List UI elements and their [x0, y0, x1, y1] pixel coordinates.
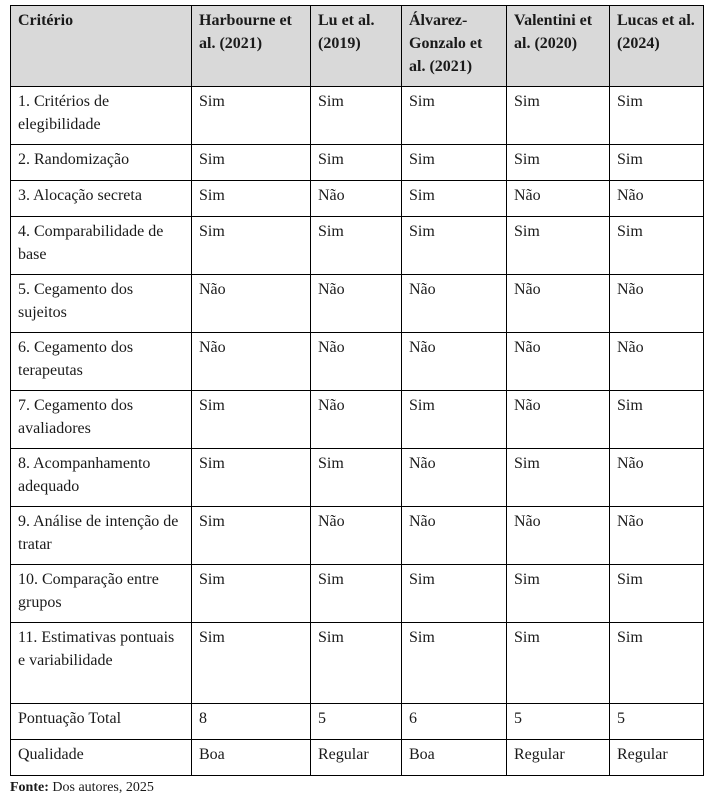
cell-valentini-2020: Não [507, 181, 610, 217]
cell-lucas-2024: Não [610, 333, 704, 391]
cell-alvarez-gonzalo-2021: Não [402, 449, 507, 507]
cell-valentini-2020: Não [507, 507, 610, 565]
table-header-row [11, 6, 704, 87]
cell-criterion: Pontuação Total [11, 704, 192, 740]
cell-alvarez-gonzalo-2021: Sim [402, 217, 507, 275]
pedro-quality-table [10, 5, 704, 776]
cell-alvarez-gonzalo-2021: Sim [402, 181, 507, 217]
cell-lu-2019: Não [311, 181, 402, 217]
cell-harbourne-2021: Sim [192, 87, 311, 145]
cell-lu-2019: Não [311, 333, 402, 391]
header-lu-2019: Lu et al. (2019) [311, 6, 402, 87]
table-row [11, 704, 704, 740]
table-row [11, 145, 704, 181]
cell-harbourne-2021: Sim [192, 623, 311, 704]
cell-valentini-2020: Sim [507, 565, 610, 623]
cell-harbourne-2021: Sim [192, 391, 311, 449]
cell-alvarez-gonzalo-2021: Sim [402, 391, 507, 449]
cell-lu-2019: Sim [311, 449, 402, 507]
cell-criterion: 9. Análise de intenção de tratar [11, 507, 192, 565]
cell-alvarez-gonzalo-2021: 6 [402, 704, 507, 740]
cell-valentini-2020: Não [507, 275, 610, 333]
cell-lu-2019: 5 [311, 704, 402, 740]
cell-lu-2019: Sim [311, 87, 402, 145]
cell-lu-2019: Sim [311, 217, 402, 275]
cell-criterion: 10. Comparação entre grupos [11, 565, 192, 623]
header-harbourne-2021: Harbourne et al. (2021) [192, 6, 311, 87]
cell-valentini-2020: Sim [507, 145, 610, 181]
cell-lucas-2024: Sim [610, 87, 704, 145]
cell-harbourne-2021: 8 [192, 704, 311, 740]
cell-lucas-2024: Não [610, 507, 704, 565]
source-text: Dos autores, 2025 [48, 780, 154, 795]
cell-valentini-2020: Sim [507, 449, 610, 507]
cell-harbourne-2021: Sim [192, 565, 311, 623]
cell-alvarez-gonzalo-2021: Boa [402, 740, 507, 776]
source-label: Fonte: [10, 780, 49, 795]
cell-lu-2019: Não [311, 507, 402, 565]
cell-alvarez-gonzalo-2021: Não [402, 275, 507, 333]
cell-harbourne-2021: Não [192, 333, 311, 391]
table-row [11, 623, 704, 704]
table-row [11, 217, 704, 275]
table-row [11, 740, 704, 776]
cell-lu-2019: Sim [311, 623, 402, 704]
cell-alvarez-gonzalo-2021: Sim [402, 145, 507, 181]
cell-alvarez-gonzalo-2021: Sim [402, 565, 507, 623]
cell-criterion: 5. Cegamento dos sujeitos [11, 275, 192, 333]
cell-lucas-2024: Sim [610, 623, 704, 704]
cell-harbourne-2021: Sim [192, 181, 311, 217]
cell-valentini-2020: 5 [507, 704, 610, 740]
cell-harbourne-2021: Sim [192, 507, 311, 565]
cell-lu-2019: Regular [311, 740, 402, 776]
cell-alvarez-gonzalo-2021: Sim [402, 87, 507, 145]
header-lucas-2024: Lucas et al. (2024) [610, 6, 704, 87]
table-row [11, 275, 704, 333]
cell-criterion: 7. Cegamento dos avaliadores [11, 391, 192, 449]
cell-valentini-2020: Sim [507, 87, 610, 145]
table-row [11, 333, 704, 391]
cell-valentini-2020: Não [507, 333, 610, 391]
cell-lucas-2024: Regular [610, 740, 704, 776]
cell-lu-2019: Não [311, 391, 402, 449]
cell-lucas-2024: Sim [610, 565, 704, 623]
cell-alvarez-gonzalo-2021: Não [402, 333, 507, 391]
header-valentini-2020: Valentini et al. (2020) [507, 6, 610, 87]
cell-lucas-2024: Não [610, 181, 704, 217]
table-row [11, 507, 704, 565]
cell-criterion: 1. Critérios de elegibilidade [11, 87, 192, 145]
table-row [11, 565, 704, 623]
cell-harbourne-2021: Sim [192, 449, 311, 507]
table-row [11, 391, 704, 449]
cell-harbourne-2021: Não [192, 275, 311, 333]
cell-criterion: Qualidade [11, 740, 192, 776]
table-row [11, 181, 704, 217]
cell-criterion: 8. Acompanhamento adequado [11, 449, 192, 507]
cell-lucas-2024: Sim [610, 145, 704, 181]
cell-harbourne-2021: Sim [192, 145, 311, 181]
cell-valentini-2020: Regular [507, 740, 610, 776]
cell-criterion: 3. Alocação secreta [11, 181, 192, 217]
cell-valentini-2020: Não [507, 391, 610, 449]
cell-lu-2019: Não [311, 275, 402, 333]
cell-lucas-2024: Sim [610, 217, 704, 275]
cell-lucas-2024: 5 [610, 704, 704, 740]
table-row [11, 87, 704, 145]
cell-lu-2019: Sim [311, 145, 402, 181]
cell-alvarez-gonzalo-2021: Não [402, 507, 507, 565]
cell-lucas-2024: Sim [610, 391, 704, 449]
cell-criterion: 6. Cegamento dos terapeutas [11, 333, 192, 391]
cell-criterion: 2. Randomização [11, 145, 192, 181]
cell-lu-2019: Sim [311, 565, 402, 623]
cell-lucas-2024: Não [610, 275, 704, 333]
cell-lucas-2024: Não [610, 449, 704, 507]
cell-criterion: 4. Comparabilidade de base [11, 217, 192, 275]
table-row [11, 449, 704, 507]
cell-valentini-2020: Sim [507, 217, 610, 275]
table-source-note [10, 780, 154, 796]
cell-criterion: 11. Estimativas pontuais e variabilidade [11, 623, 192, 704]
cell-harbourne-2021: Boa [192, 740, 311, 776]
header-alvarez-gonzalo-2021: Álvarez-Gonzalo et al. (2021) [402, 6, 507, 87]
cell-harbourne-2021: Sim [192, 217, 311, 275]
cell-alvarez-gonzalo-2021: Sim [402, 623, 507, 704]
cell-valentini-2020: Sim [507, 623, 610, 704]
header-criterio: Critério [11, 6, 192, 87]
